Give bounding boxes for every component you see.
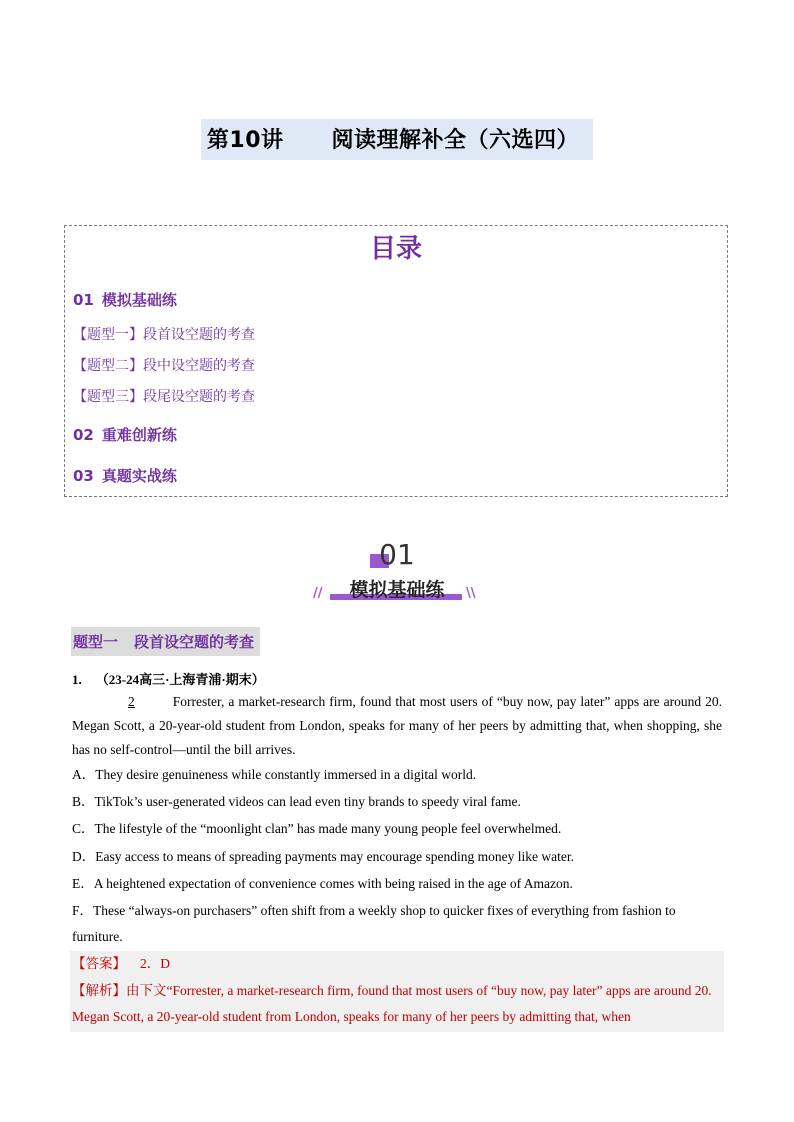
section-badge-left-mark: // [313, 586, 323, 601]
option-e[interactable] [72, 871, 722, 897]
table-of-contents [64, 225, 728, 497]
option-letter: E． [72, 876, 94, 891]
toc-section-03[interactable] [73, 465, 177, 486]
answer-line [72, 951, 170, 977]
analysis-tag: 【解析】 [72, 983, 126, 998]
option-b[interactable] [72, 789, 722, 815]
lecture-title [201, 119, 593, 160]
answer-tag: 【答案】 [72, 956, 126, 971]
option-letter: A． [72, 767, 96, 782]
option-d[interactable] [72, 844, 722, 870]
toc-heading: 目录 [369, 234, 422, 264]
question-passage [72, 690, 722, 762]
question-type-label: 段首设空题的考查 [134, 633, 255, 651]
toc-section-num: 02 [73, 426, 94, 444]
passage-text: Forrester, a market-research firm, found that most users of “buy now, pay later” apps are around 20. Megan Scott, a 20-year-old student from London, speaks for many of her peers by admitting that, when shopping, she has no self-control—until the bill arrives. [72, 694, 722, 757]
question-number: 1. [72, 672, 82, 687]
analysis-line [72, 978, 722, 1030]
toc-section-02[interactable] [73, 424, 177, 445]
option-c[interactable] [72, 816, 722, 842]
lecture-topic: 阅读理解补全（六选四） [331, 128, 580, 153]
option-f[interactable] [72, 898, 722, 950]
toc-section-num: 01 [73, 291, 94, 309]
option-letter: C． [72, 821, 95, 836]
option-text: A heightened expectation of convenience comes with being raised in the age of Amazon. [93, 876, 573, 891]
option-text: Easy access to means of spreading payments may encourage spending money like water. [95, 849, 574, 864]
section-badge-label [0, 575, 794, 602]
lecture-number: 第10讲 [206, 128, 284, 153]
option-a[interactable] [72, 762, 722, 788]
question-type-tag: 题型一 [73, 633, 119, 651]
toc-section-label: 真题实战练 [101, 467, 177, 485]
answer-blank [100, 690, 163, 714]
toc-section-label: 重难创新练 [101, 426, 177, 444]
option-letter: F． [72, 903, 94, 918]
section-badge-number: 01 [379, 538, 415, 571]
question-type-heading [71, 627, 260, 656]
question-header [72, 669, 265, 688]
toc-item-type2[interactable]: 【题型二】段中设空题的考查 [73, 358, 255, 374]
toc-section-01[interactable] [73, 289, 177, 310]
lecture-title-wrap [0, 119, 794, 160]
analysis-text: 由下文“Forrester, a market-research firm, found that most users of “buy now, pay later” apps are around 20. Megan Scott, a 20-year-old student from London, speaks for many of her peers by admitting that, when [72, 983, 712, 1024]
blank-number: 2 [128, 694, 135, 709]
option-letter: D． [72, 849, 96, 864]
option-letter: B． [72, 794, 95, 809]
section-badge-right-mark: \\ [466, 586, 476, 601]
toc-section-label: 模拟基础练 [101, 291, 177, 309]
section-badge-label-text: 模拟基础练 [349, 579, 445, 601]
answer-value: 2．D [140, 956, 170, 971]
option-text: They desire genuineness while constantly immersed in a digital world. [95, 767, 477, 782]
option-text: These “always-on purchasers” often shift from a weekly shop to quicker fixes of everything from fashion to furniture. [72, 903, 676, 944]
toc-item-type3[interactable]: 【题型三】段尾设空题的考查 [73, 389, 255, 405]
question-source: （23-24高三·上海青浦·期末） [95, 672, 265, 687]
toc-item-type1[interactable]: 【题型一】段首设空题的考查 [73, 327, 255, 343]
option-text: The lifestyle of the “moonlight clan” has made many young people feel overwhelmed. [94, 821, 562, 836]
toc-section-num: 03 [73, 467, 94, 485]
option-text: TikTok’s user-generated videos can lead even tiny brands to speedy viral fame. [94, 794, 521, 809]
